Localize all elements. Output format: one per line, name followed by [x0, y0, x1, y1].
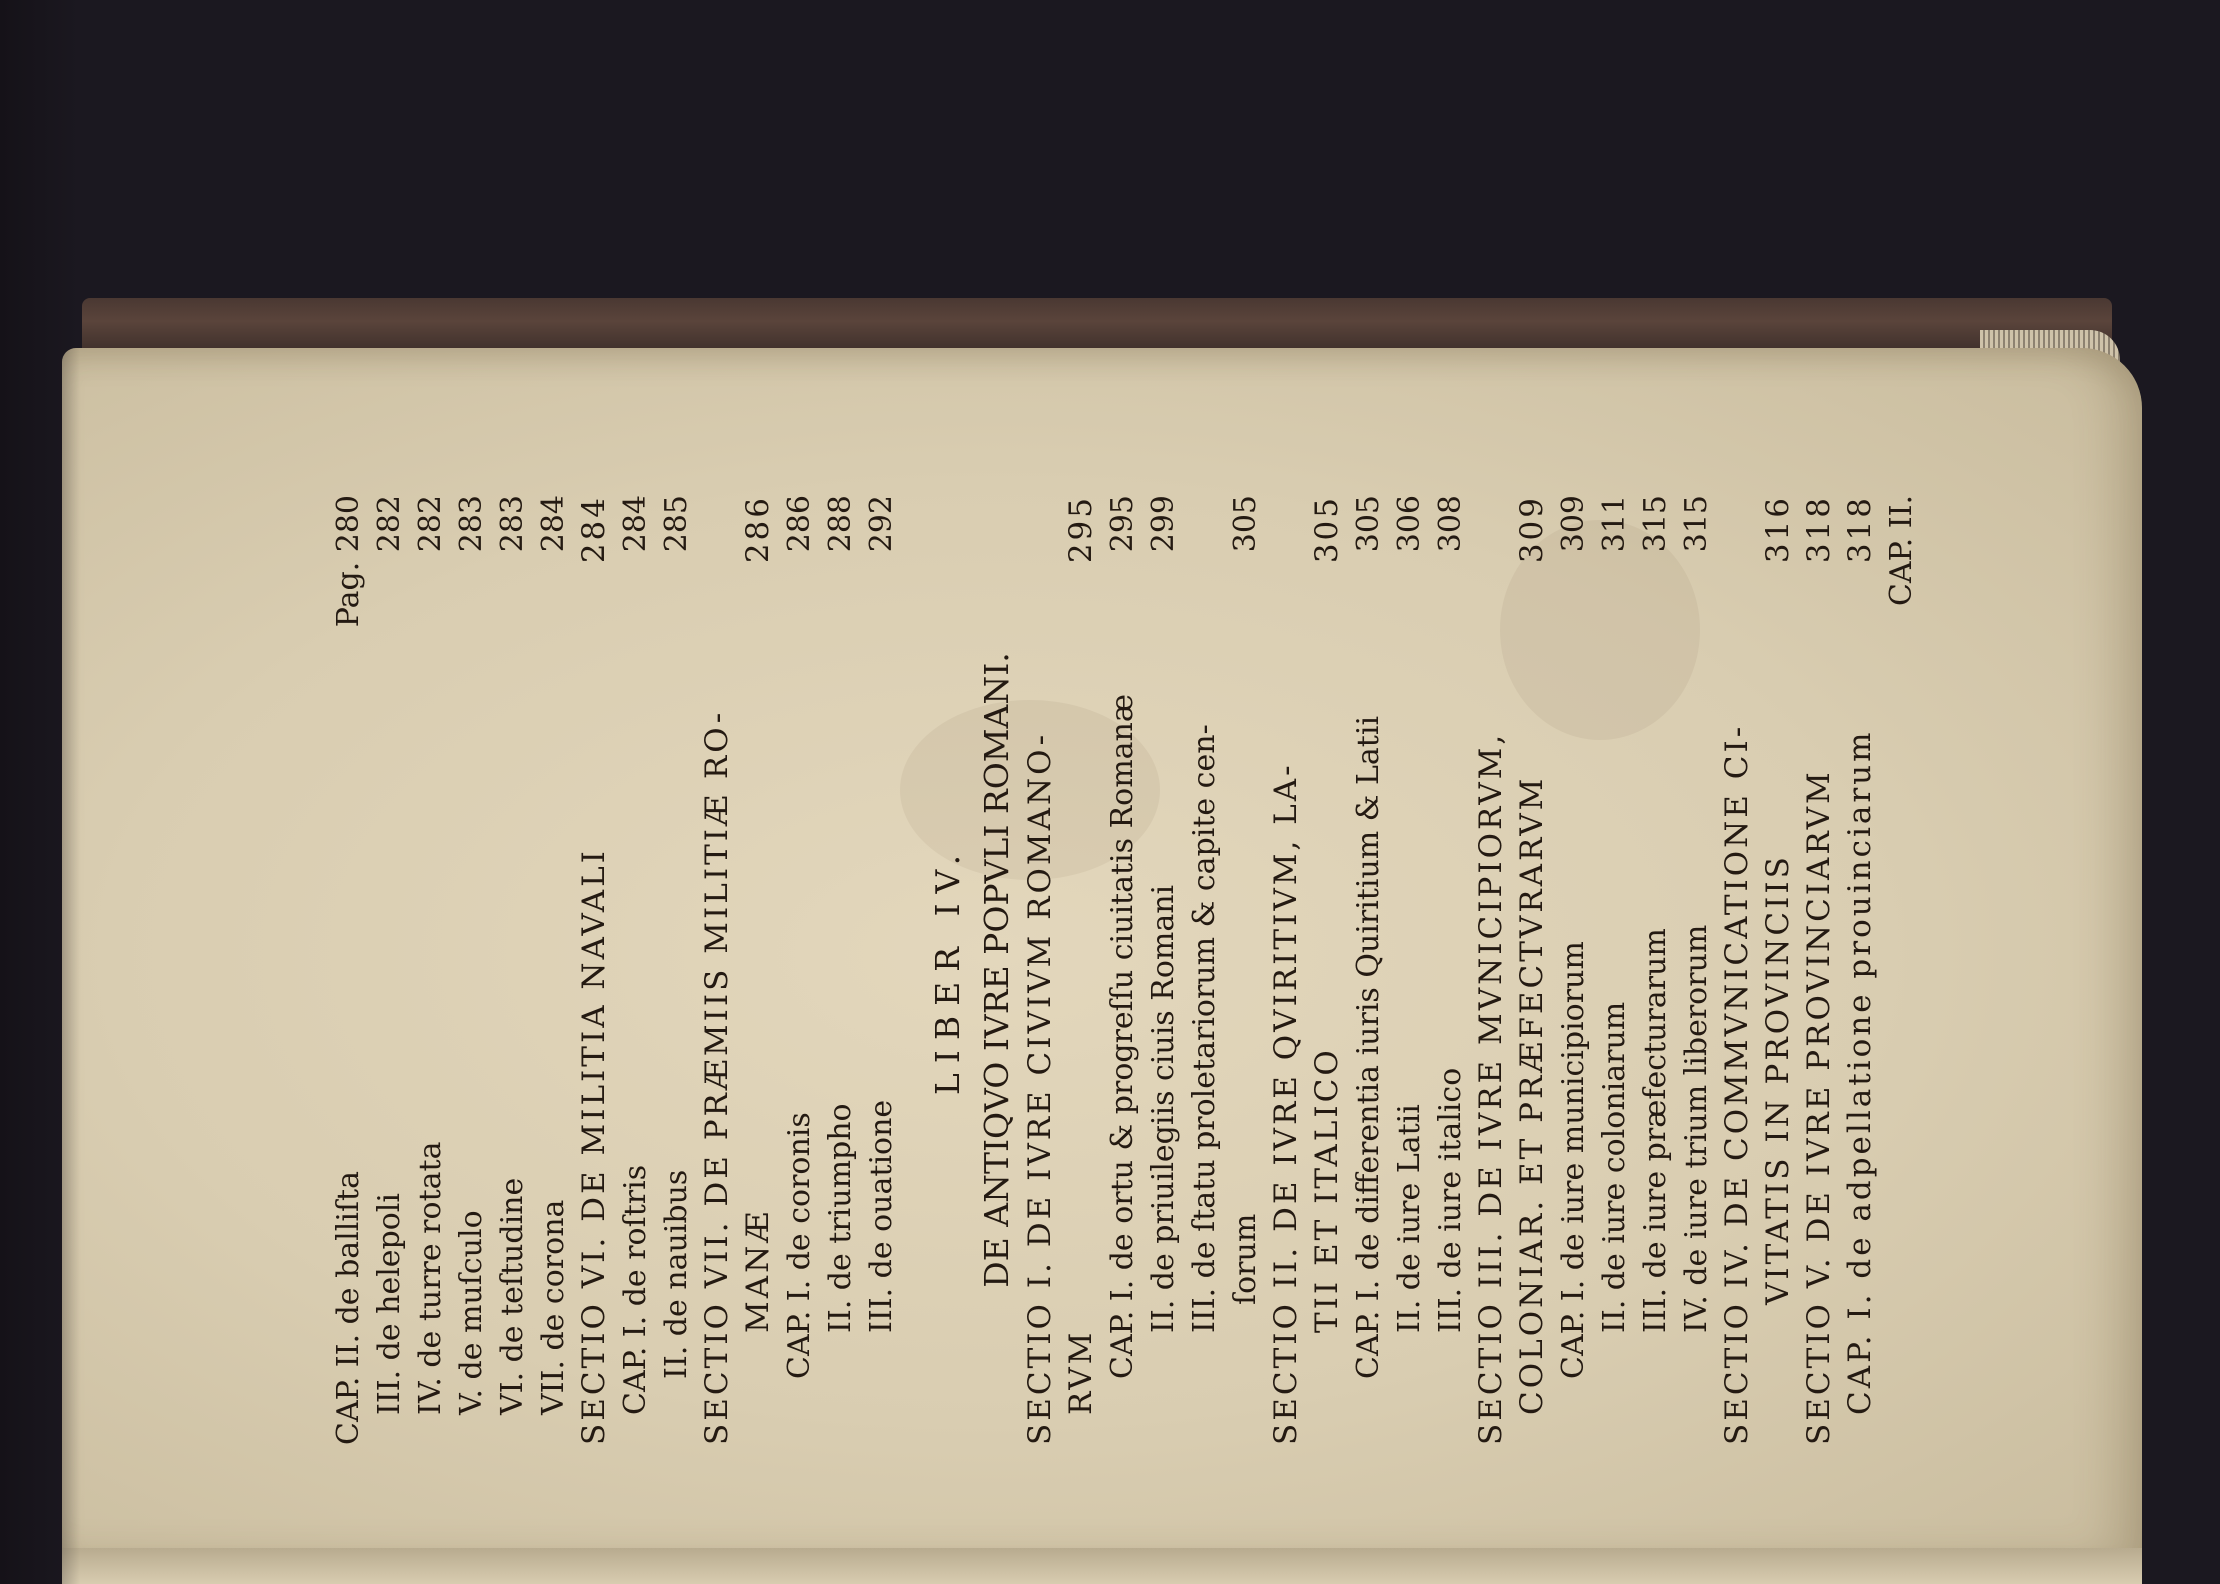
entry-page: 295	[1063, 495, 1099, 564]
entry-label: ſorum	[1228, 1213, 1263, 1305]
toc-entry	[1348, 495, 1389, 1445]
toc-section	[574, 495, 615, 1445]
entry-page: 292	[864, 495, 899, 553]
entry-page: 286	[740, 495, 776, 564]
section-label: SECTIO VII. DE PRÆMIIS MILITIÆ RO-	[699, 709, 735, 1445]
toc-entry	[451, 495, 492, 1445]
entry-label: II. de iure coloniarum	[1597, 1001, 1632, 1333]
entry-label: CAP. I. de roſtris	[618, 1164, 653, 1415]
entry-page: Pag. 280	[331, 495, 366, 628]
toc-section-continued	[1307, 495, 1348, 1445]
toc-section-continued	[738, 495, 779, 1445]
book-title	[974, 495, 1020, 1445]
toc-section-continued	[1512, 495, 1553, 1445]
toc-entry	[615, 495, 656, 1445]
toc-section	[1020, 495, 1061, 1445]
toc-entry	[492, 495, 533, 1445]
toc-section-continued	[1061, 495, 1102, 1445]
entry-label: III. de helepoli	[372, 1193, 407, 1415]
section-label: COLONIAR. ET PRÆFECTVRARVM	[1514, 775, 1550, 1415]
entry-label: III. de iure italico	[1433, 1067, 1468, 1333]
section-label: SECTIO IV. DE COMMVNICATIONE CI-	[1719, 723, 1755, 1445]
toc-entry	[861, 495, 902, 1445]
entry-page: 308	[1433, 495, 1468, 553]
entry-label: II. de iure Latii	[1392, 1104, 1427, 1333]
entry-page: 282	[372, 495, 407, 553]
entry-page: 305	[1228, 495, 1263, 553]
toc-entry	[820, 495, 861, 1445]
entry-label: V. de muſculo	[454, 1210, 489, 1415]
entry-page: 316	[1760, 495, 1796, 564]
toc-entry	[1389, 495, 1430, 1445]
toc-entry	[1635, 495, 1676, 1445]
entry-label: IV. de turre rotata	[413, 1141, 448, 1415]
entry-page: 288	[823, 495, 858, 553]
entry-label: CAP. I. de coronis	[782, 1112, 817, 1379]
section-label: SECTIO VI. DE MILITIA NAVALI	[576, 848, 612, 1445]
toc-section	[1266, 495, 1307, 1445]
entry-page: 286	[782, 495, 817, 553]
entry-label: VI. de teſtudine	[495, 1177, 530, 1415]
entry-page: 309	[1556, 495, 1591, 553]
book-title-label: DE ANTIQVO IVRE POPVLI ROMANI.	[977, 652, 1016, 1288]
entry-page: 285	[659, 495, 694, 553]
toc-entry	[1553, 495, 1594, 1445]
section-label: RVM	[1063, 1329, 1099, 1415]
section-label: SECTIO II. DE IVRE QVIRITIVM, LA-	[1268, 762, 1304, 1445]
entry-page: 318	[1842, 495, 1878, 564]
entry-page: 282	[413, 495, 448, 553]
toc-entry	[328, 495, 369, 1445]
toc-entry	[369, 495, 410, 1445]
entry-page: 284	[536, 495, 571, 553]
entry-page: 305	[1309, 495, 1345, 564]
toc-entry	[1143, 495, 1184, 1445]
toc-entry	[1594, 495, 1635, 1445]
toc-entry	[1840, 495, 1881, 1445]
book-heading	[922, 495, 974, 1445]
toc-entry	[1102, 495, 1143, 1445]
entry-label: II. de nauibus	[659, 1169, 694, 1379]
entry-page: 306	[1392, 495, 1427, 553]
toc-section	[697, 495, 738, 1445]
section-label: MANÆ	[740, 1208, 776, 1333]
entry-page: 283	[454, 495, 489, 553]
entry-page: 284	[576, 495, 612, 564]
entry-label: II. de triumpho	[823, 1103, 858, 1333]
entry-label: III. de ſtatu proletariorum & capite cen-	[1187, 724, 1222, 1333]
entry-label: III. de ouatione	[864, 1099, 899, 1333]
toc-section-continued	[1758, 495, 1799, 1445]
section-label: VITATIS IN PROVINCIIS	[1760, 854, 1796, 1305]
spacer	[902, 495, 922, 1445]
toc-entry	[1430, 495, 1471, 1445]
entry-page: 315	[1679, 495, 1714, 553]
toc-entry	[779, 495, 820, 1445]
entry-page: 305	[1351, 495, 1386, 553]
entry-page: 315	[1638, 495, 1673, 553]
entry-label: IV. de iure trium liberorum	[1679, 924, 1714, 1333]
entry-label: III. de iure præfecturarum	[1638, 928, 1673, 1333]
entry-page: 311	[1597, 495, 1632, 553]
toc-entry	[1184, 495, 1225, 1445]
entry-label: CAP. I. de ortu & progreſſu ciuitatis Romanæ	[1105, 693, 1140, 1379]
section-label: SECTIO V. DE IVRE PROVINCIARVM	[1801, 769, 1837, 1445]
section-label: SECTIO III. DE IVRE MVNICIPIORVM,	[1473, 731, 1509, 1445]
entry-label: CAP. I. de differentia iuris Quiritium & Latii	[1351, 715, 1386, 1379]
section-label: TII ET ITALICO	[1309, 1047, 1345, 1333]
toc-section	[1799, 495, 1840, 1445]
entry-page: 309	[1514, 495, 1550, 564]
entry-label: VII. de corona	[536, 1199, 571, 1415]
section-label: SECTIO I. DE IVRE CIVIVM ROMANO-	[1022, 731, 1058, 1445]
catchword-row	[1881, 495, 1925, 1445]
entry-page: 299	[1146, 495, 1181, 553]
entry-label: II. de priuilegiis ciuis Romani	[1146, 884, 1181, 1333]
catchword: CAP. II.	[1884, 495, 1919, 607]
table-of-contents	[328, 495, 1925, 1445]
entry-label: CAP. I. de iure municipiorum	[1556, 941, 1591, 1379]
entry-label: CAP. II. de balliſta	[331, 1171, 366, 1445]
entry-page: 284	[618, 495, 653, 553]
toc-section	[1717, 495, 1758, 1445]
book-heading-label: LIBER IV.	[928, 844, 967, 1096]
entry-label: CAP. I. de adpellatione prouinciarum	[1842, 729, 1878, 1415]
entry-page: 318	[1801, 495, 1837, 564]
table-of-contents-page	[160, 465, 2060, 1584]
toc-entry	[1676, 495, 1717, 1445]
toc-entry	[533, 495, 574, 1445]
toc-entry	[656, 495, 697, 1445]
toc-section	[1471, 495, 1512, 1445]
entry-page: 283	[495, 495, 530, 553]
toc-entry	[410, 495, 451, 1445]
toc-entry-continued	[1225, 495, 1266, 1445]
spine-shadow	[0, 0, 80, 1584]
entry-page: 295	[1105, 495, 1140, 553]
